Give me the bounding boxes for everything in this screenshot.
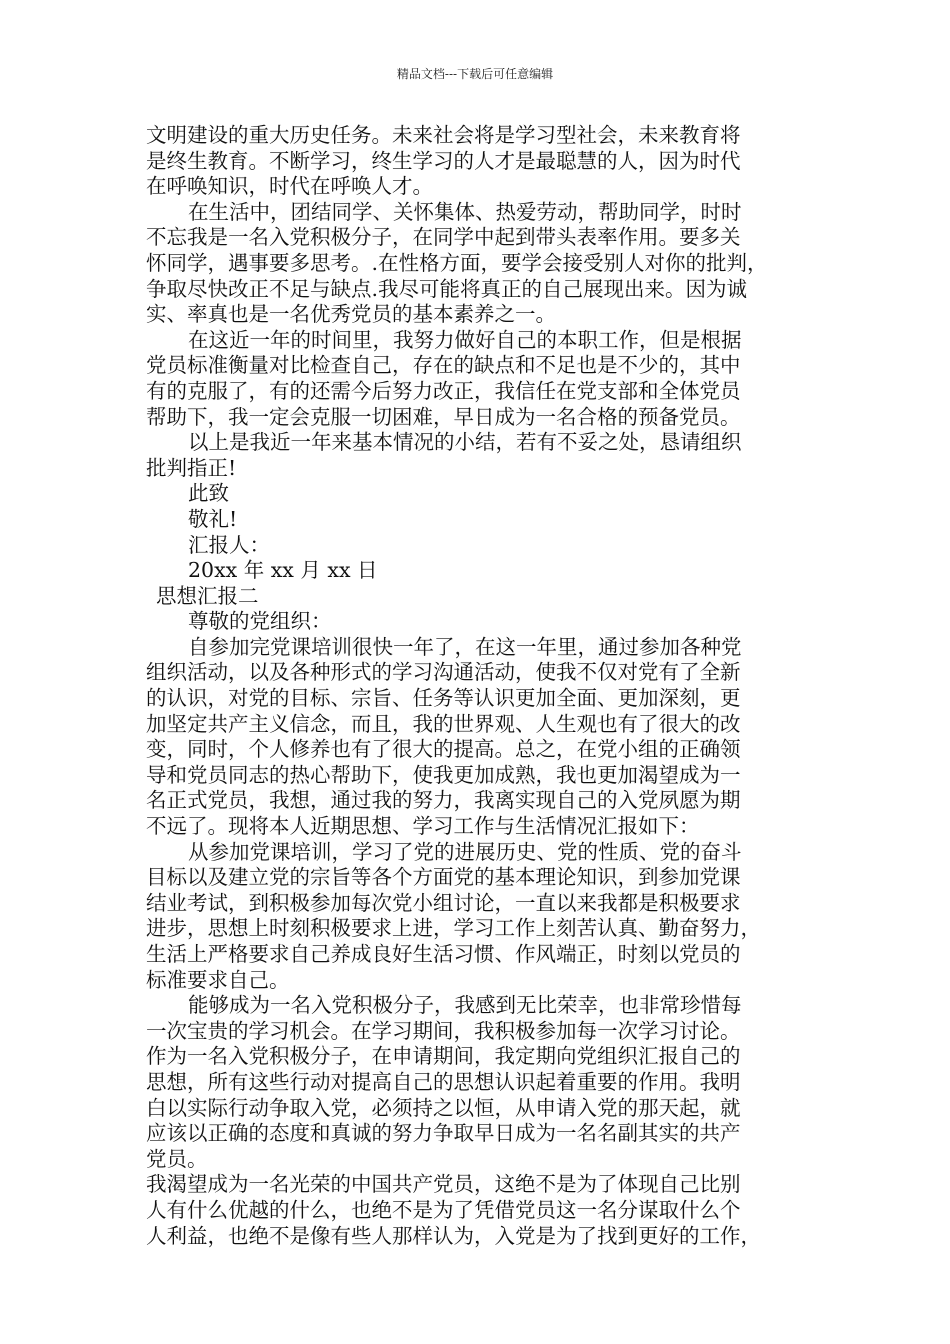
text-line: 标准要求自己。 [146, 967, 290, 992]
text-line: 思想，所有这些行动对提高自己的思想认识起着重要的作用。我明 [146, 1069, 741, 1094]
paragraph [146, 558, 826, 584]
text-line: 敬礼! [188, 506, 238, 531]
page-header: 精品文档---下载后可任意编辑 [396, 67, 554, 81]
paragraph [146, 635, 826, 840]
paragraph [146, 533, 826, 559]
text-line: 名正式党员，我想，通过我的努力，我离实现自己的入党夙愿为期 [146, 788, 741, 813]
text-line: 尊敬的党组织： [188, 609, 332, 634]
text-line: 不远了。现将本人近期思想、学习工作与生活情况汇报如下： [146, 814, 700, 839]
text-line: 一次宝贵的学习机会。在学习期间，我积极参加每一次学习讨论。 [146, 1018, 741, 1043]
text-line: 人有什么优越的什么，也绝不是为了凭借党员这一名分谋取什么个 [146, 1197, 741, 1222]
text-line: 批判指正! [146, 455, 237, 480]
text-line: 组织活动，以及各种形式的学习沟通活动，使我不仅对党有了全新 [146, 660, 741, 685]
text-line: 能够成为一名入党积极分子，我感到无比荣幸，也非常珍惜每 [188, 993, 742, 1018]
text-line: 进步，思想上时刻积极要求上进，学习工作上刻苦认真、勤奋努力， [146, 916, 761, 941]
text-line: 人利益，也绝不是像有些人那样认为，入党是为了找到更好的工作， [146, 1223, 761, 1248]
text-line: 在呼唤知识，时代在呼唤人才。 [146, 174, 433, 199]
text-line: 党员。 [146, 1146, 208, 1171]
paragraph [146, 123, 826, 200]
paragraph [146, 328, 826, 430]
text-line: 有的克服了，有的还需今后努力改正，我信任在党支部和全体党员 [146, 378, 741, 403]
text-line: 以上是我近一年来基本情况的小结，若有不妥之处，恳请组织 [188, 430, 742, 455]
text-line: 争取尽快改正不足与缺点.我尽可能将真正的自己展现出来。因为诚 [146, 276, 748, 301]
text-line: 从参加党课培训，学习了党的进展历史、党的性质、党的奋斗 [188, 839, 742, 864]
text-line: 怀同学，遇事要多思考。.在性格方面，要学会接受别人对你的批判， [146, 250, 768, 275]
text-line: 结业考试，到积极参加每次党小组讨论，一直以来我都是积极要求 [146, 890, 741, 915]
section-heading [146, 584, 826, 610]
text-line: 汇报人： [188, 532, 270, 557]
text-line: 导和党员同志的热心帮助下，使我更加成熟，我也更加渴望成为一 [146, 762, 741, 787]
text-line: 我渴望成为一名光荣的中国共产党员，这绝不是为了体现自己比别 [146, 1172, 741, 1197]
text-line: 生活上严格要求自己养成良好生活习惯、作风端正，时刻以党员的 [146, 942, 741, 966]
text-line: 帮助下，我一定会克服一切困难，早日成为一名合格的预备党员。 [146, 404, 741, 429]
text-line: 变，同时，个人修养也有了很大的提高。总之，在党小组的正确领 [146, 737, 741, 762]
text-line: 应该以正确的态度和真诚的努力争取早日成为一名名副其实的共产 [146, 1121, 741, 1146]
text-line: 的认识，对党的目标、宗旨、任务等认识更加全面、更加深刻，更 [146, 686, 741, 711]
paragraph [146, 993, 826, 1172]
text-line: 在这近一年的时间里，我努力做好自己的本职工作，但是根据 [188, 327, 742, 352]
paragraph [146, 1172, 826, 1249]
text-line: 此致 [188, 481, 229, 506]
paragraph [146, 481, 826, 507]
text-line: 思想汇报二 [156, 583, 259, 608]
text-line: 在生活中，团结同学、关怀集体、热爱劳动，帮助同学，时时 [188, 199, 742, 224]
text-line: 作为一名入党积极分子，在申请期间，我定期向党组织汇报自己的 [146, 1044, 741, 1069]
text-line: 白以实际行动争取入党，必须持之以恒，从申请入党的那天起，就 [146, 1095, 741, 1120]
paragraph [146, 840, 826, 994]
text-line: 20xx 年 xx 月 xx 日 [188, 558, 378, 583]
text-line: 实、率真也是一名优秀党员的基本素养之一。 [146, 302, 556, 327]
text-line: 自参加完党课培训很快一年了，在这一年里，通过参加各种党 [188, 634, 742, 659]
paragraph [146, 430, 826, 481]
text-line: 文明建设的重大历史任务。未来社会将是学习型社会，未来教育将 [146, 123, 741, 147]
paragraph [146, 507, 826, 533]
text-line: 目标以及建立党的宗旨等各个方面党的基本理论知识，到参加党课 [146, 865, 741, 890]
paragraph [146, 200, 826, 328]
document-body [146, 123, 826, 1249]
paragraph [146, 609, 826, 635]
text-line: 加坚定共产主义信念，而且，我的世界观、人生观也有了很大的改 [146, 711, 741, 736]
text-line: 党员标准衡量对比检查自己，存在的缺点和不足也是不少的，其中 [146, 353, 741, 378]
text-line: 是终生教育。不断学习，终生学习的人才是最聪慧的人，因为时代 [146, 148, 741, 173]
text-line: 不忘我是一名入党积极分子，在同学中起到带头表率作用。要多关 [146, 225, 741, 250]
